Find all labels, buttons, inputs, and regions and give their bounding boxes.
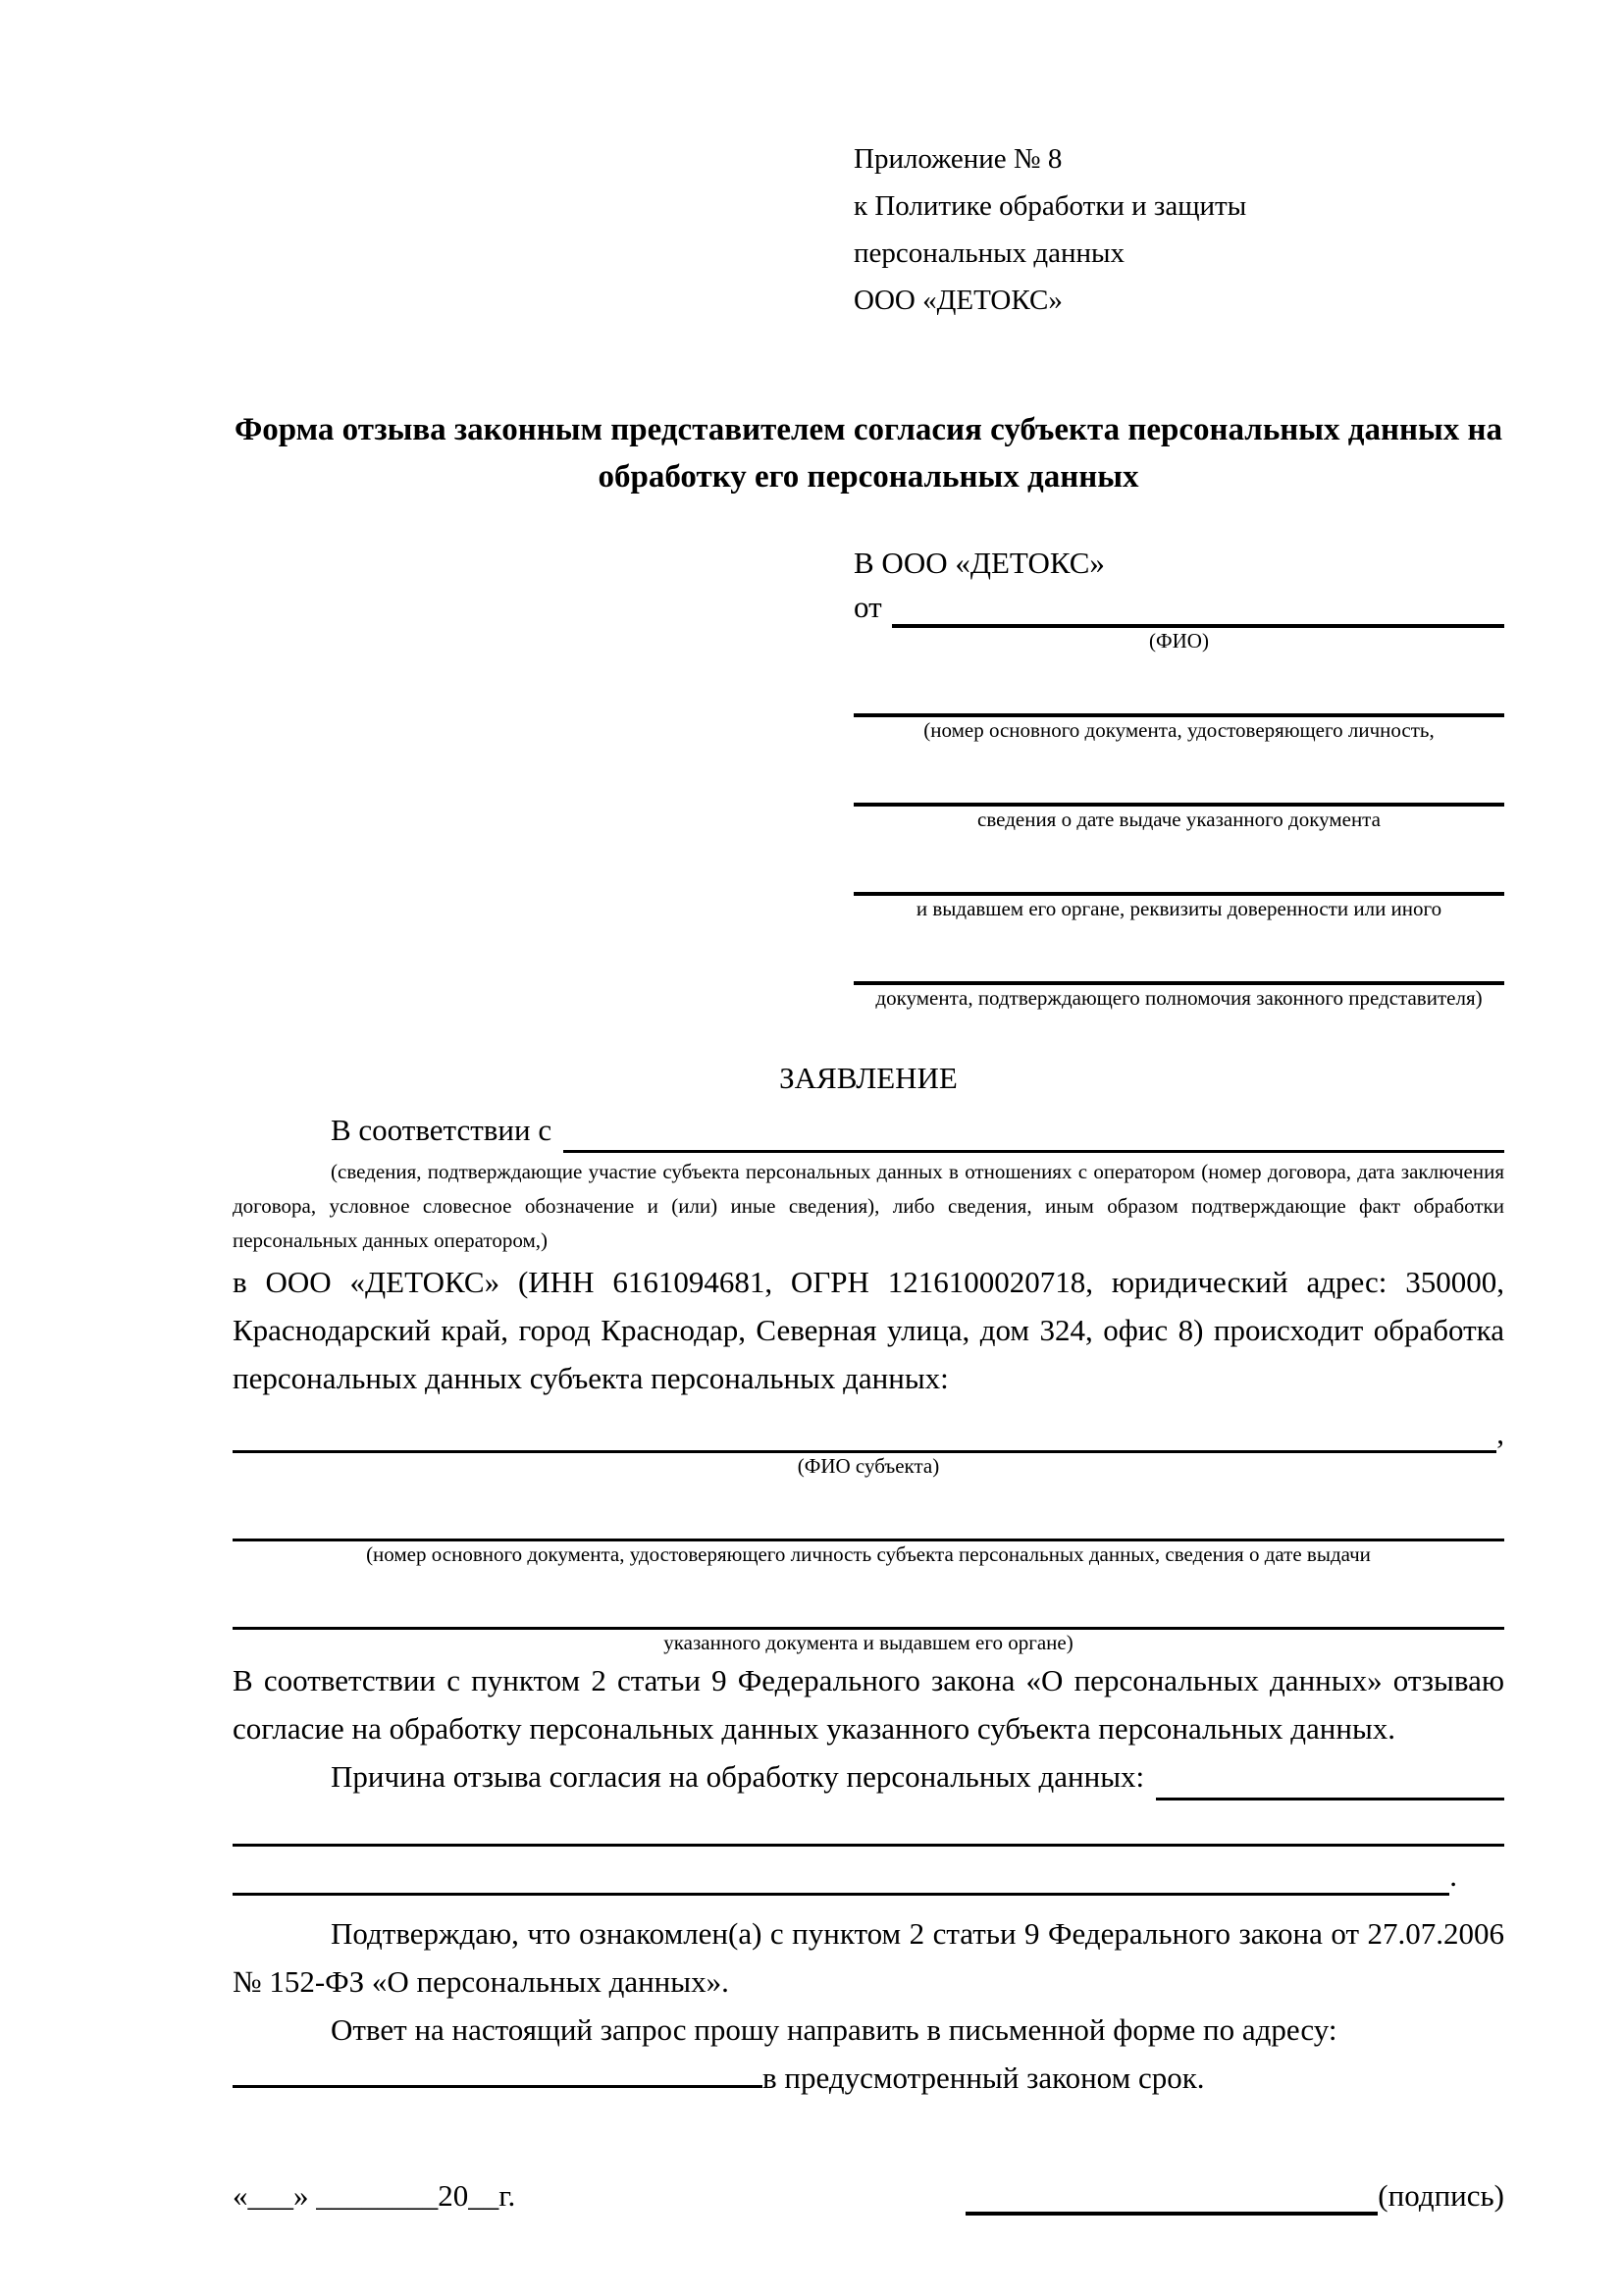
from-row <box>854 587 1504 628</box>
reply-tail-text: в предусмотренный законом срок. <box>762 2061 1205 2095</box>
trailing-period: . <box>1449 1858 1457 1893</box>
fio-caption: (ФИО) <box>1149 629 1209 652</box>
subject-fio-caption: (ФИО субъекта) <box>797 1454 940 1478</box>
fill-group <box>854 777 1504 833</box>
annex-line: ООО «ДЕТОКС» <box>854 285 1063 316</box>
addressee-block <box>854 542 1504 1012</box>
withdrawal-paragraph: В соответствии с пунктом 2 статьи 9 Федерального закона «О персональных данных» отзываю согласие на обработку персональных данных указанного субъекта персональных данных. <box>233 1663 1504 1746</box>
subject-doc-line-2 <box>233 1597 1504 1630</box>
applicant-doc-caption-4: документа, подтверждающего полномочия законного представителя) <box>875 986 1483 1010</box>
signature-line <box>966 2182 1378 2216</box>
date-line: «___» ________20__г. <box>233 2178 516 2213</box>
subject-doc-caption-2: указанного документа и выдавшем его органе) <box>663 1631 1073 1654</box>
reason-blank-row-2 <box>233 1856 1504 1896</box>
reply-paragraph: Ответ на настоящий запрос прошу направить в письменной форме по адресу: <box>331 2012 1337 2047</box>
reason-row <box>233 1752 1504 1800</box>
basis-line <box>563 1150 1504 1153</box>
applicant-doc-line-4 <box>854 956 1504 985</box>
according-label: В соответствии с <box>331 1113 552 1147</box>
annex-header <box>854 135 1504 324</box>
applicant-doc-caption-2: сведения о дате выдаче указанного документа <box>977 808 1381 831</box>
subject-doc-caption-1: (номер основного документа, удостоверяющего личность субъекта персональных данных, сведения о дате выдачи <box>366 1542 1371 1566</box>
applicant-doc-caption-1: (номер основного документа, удостоверяющего личность, <box>923 718 1435 742</box>
footnote-text: (сведения, подтверждающие участие субъекта персональных данных в отношениях с оператором (номер договора, дата заключения договора, условное словесное обозначение и (или) иные сведения), либо сведения, иным образом подтверждающие факт обработки персональных данных оператором,) <box>233 1160 1504 1252</box>
reason-line <box>1156 1798 1504 1800</box>
fill-group <box>854 688 1504 744</box>
trailing-comma: , <box>1496 1416 1504 1450</box>
from-label: от <box>854 590 882 624</box>
reason-blank-line-1 <box>233 1800 1504 1847</box>
footer-row <box>233 2176 1504 2216</box>
addressee-organization: В ООО «ДЕТОКС» <box>854 546 1105 580</box>
operator-paragraph: в ООО «ДЕТОКС» (ИНН 6161094681, ОГРН 1216100020718, юридический адрес: 350000, Краснодарский край, город Краснодар, Северная улица, дом 324, офис 8) происходит обработка персональных данных субъекта персональных данных: <box>233 1265 1504 1395</box>
reply-address-row <box>233 2054 1504 2102</box>
form-title: Форма отзыва законным представителем согласия субъекта персональных данных на обработку его персональных данных <box>234 412 1503 495</box>
applicant-doc-line-1 <box>854 688 1504 717</box>
fill-group <box>233 1509 1504 1568</box>
reply-address-line <box>233 2056 762 2088</box>
applicant-doc-caption-3: и выдавшем его органе, реквизиты доверенности или иного <box>916 897 1442 920</box>
annex-line: персональных данных <box>854 237 1126 269</box>
subject-fio-row <box>233 1414 1504 1453</box>
applicant-doc-line-2 <box>854 777 1504 807</box>
fill-group <box>233 1597 1504 1656</box>
according-row <box>233 1108 1504 1153</box>
confirmation-paragraph: Подтверждаю, что ознакомлен(а) с пунктом 2 статьи 9 Федерального закона от 27.07.2006 № 152-ФЗ «О персональных данных». <box>233 1916 1504 1999</box>
annex-line: к Политике обработки и защиты <box>854 190 1247 222</box>
signature-block <box>966 2176 1504 2216</box>
reason-blank-line-2 <box>233 1893 1449 1896</box>
statement-heading: ЗАЯВЛЕНИЕ <box>779 1061 958 1095</box>
reason-label: Причина отзыва согласия на обработку персональных данных: <box>331 1759 1145 1794</box>
subject-doc-line-1 <box>233 1509 1504 1541</box>
applicant-doc-line-3 <box>854 866 1504 896</box>
fill-group <box>854 866 1504 922</box>
fill-group <box>854 956 1504 1012</box>
signature-caption: (подпись) <box>1378 2178 1504 2213</box>
annex-line: Приложение № 8 <box>854 143 1063 175</box>
